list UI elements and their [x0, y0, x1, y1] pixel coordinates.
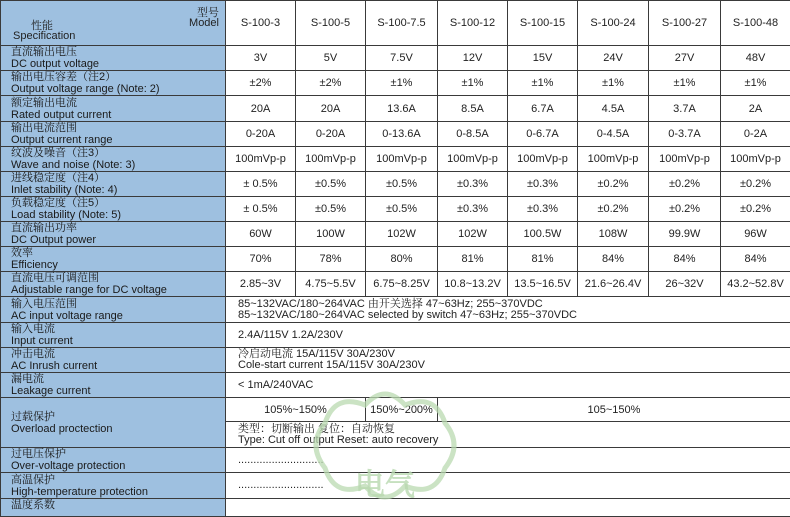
- spec-value-cell: 10.8~13.2V: [438, 272, 508, 297]
- spec-value-cell: 0-2A: [721, 122, 790, 147]
- spec-label-zh: 性能: [31, 17, 53, 33]
- spec-value-cell: 100mVp-p: [649, 147, 721, 172]
- spec-value-cell: 24V: [578, 46, 649, 71]
- spec-value-cell: ±0.3%: [438, 197, 508, 222]
- spec-value-cell: 4.5A: [578, 96, 649, 122]
- header-row: [1, 1, 790, 46]
- overvoltage-value: ............................: [226, 448, 790, 473]
- spec-value-cell: 100mVp-p: [508, 147, 578, 172]
- leakage-value: < 1mA/240VAC: [226, 373, 790, 398]
- spec-value-cell: 2A: [721, 96, 790, 122]
- spec-value-cell: ±0.2%: [578, 197, 649, 222]
- inrush-row: [1, 348, 790, 373]
- spec-value-cell: 84%: [721, 247, 790, 272]
- spec-value-cell: 60W: [226, 222, 296, 247]
- spec-row: [1, 272, 790, 297]
- spec-value-cell: ±1%: [508, 71, 578, 96]
- spec-value-cell: ±0.2%: [578, 172, 649, 197]
- spec-label-en: Specification: [13, 30, 75, 42]
- row-label: 过载保护 Overload proctection: [1, 398, 226, 448]
- spec-value-cell: 4.75~5.5V: [296, 272, 366, 297]
- ac-input-value: 85~132VAC/180~264VAC 由开关选择 47~63Hz; 255~370VDC 85~132VAC/180~264VAC selected by switch 47~63Hz; 255~370VDC: [226, 297, 790, 323]
- model-header: S-100-7.5: [366, 1, 438, 46]
- spec-value-cell: 13.5~16.5V: [508, 272, 578, 297]
- spec-value-cell: 0-20A: [296, 122, 366, 147]
- spec-value-cell: 0-20A: [226, 122, 296, 147]
- spec-value-cell: 3V: [226, 46, 296, 71]
- spec-value-cell: 0-3.7A: [649, 122, 721, 147]
- spec-row: [1, 122, 790, 147]
- spec-value-cell: 43.2~52.8V: [721, 272, 790, 297]
- spec-value-cell: 80%: [366, 247, 438, 272]
- row-label: 额定输出电流 Rated output current: [1, 96, 226, 122]
- input-current-value: 2.4A/115V 1.2A/230V: [226, 323, 790, 348]
- row-label: 直流输出电压 DC output voltage: [1, 46, 226, 71]
- spec-value-cell: 8.5A: [438, 96, 508, 122]
- row-label: 高温保护 High-temperature protection: [1, 473, 226, 499]
- spec-value-cell: ±1%: [721, 71, 790, 96]
- spec-value-cell: 84%: [578, 247, 649, 272]
- spec-row: [1, 147, 790, 172]
- overload-type: 类型：切断输出 复位：自动恢复 Type: Cut off output Reset: auto recovery: [226, 422, 790, 448]
- row-label: 纹波及噪音（注3） Wave and noise (Note: 3): [1, 147, 226, 172]
- spec-value-cell: ±1%: [438, 71, 508, 96]
- model-header: S-100-5: [296, 1, 366, 46]
- overvoltage-row: [1, 448, 790, 473]
- inrush-value: 冷启动电流 15A/115V 30A/230V Cole-start current 15A/115V 30A/230V: [226, 348, 790, 373]
- row-label: 输出电压容差（注2） Output voltage range (Note: 2): [1, 71, 226, 96]
- spec-row: [1, 172, 790, 197]
- row-label: 输出电流范围 Output current range: [1, 122, 226, 147]
- model-header: S-100-27: [649, 1, 721, 46]
- spec-value-cell: 100mVp-p: [296, 147, 366, 172]
- spec-value-cell: 102W: [366, 222, 438, 247]
- overload-value-1: 105%~150%: [226, 398, 366, 422]
- spec-value-cell: 0-13.6A: [366, 122, 438, 147]
- spec-value-cell: ±1%: [649, 71, 721, 96]
- spec-value-cell: 100mVp-p: [366, 147, 438, 172]
- spec-value-cell: 2.85~3V: [226, 272, 296, 297]
- row-label: 漏电流 Leakage current: [1, 373, 226, 398]
- spec-value-cell: ±2%: [226, 71, 296, 96]
- spec-value-cell: ±0.3%: [508, 197, 578, 222]
- spec-value-cell: 70%: [226, 247, 296, 272]
- spec-value-cell: 15V: [508, 46, 578, 71]
- spec-row: [1, 96, 790, 122]
- input-current-row: [1, 323, 790, 348]
- spec-value-cell: 7.5V: [366, 46, 438, 71]
- spec-row: [1, 247, 790, 272]
- spec-value-cell: 108W: [578, 222, 649, 247]
- model-label-en: Model: [189, 17, 219, 29]
- value-rows: [1, 46, 790, 297]
- model-header: S-100-48: [721, 1, 790, 46]
- spec-value-cell: ±1%: [578, 71, 649, 96]
- spec-value-cell: 21.6~26.4V: [578, 272, 649, 297]
- spec-value-cell: 81%: [438, 247, 508, 272]
- spec-value-cell: ±0.2%: [649, 172, 721, 197]
- overload-row: [1, 398, 790, 422]
- ac-input-row: [1, 297, 790, 323]
- spec-value-cell: ±0.5%: [296, 172, 366, 197]
- spec-value-cell: 27V: [649, 46, 721, 71]
- row-label: 直流输出功率 DC Output power: [1, 222, 226, 247]
- spec-row: [1, 197, 790, 222]
- spec-value-cell: 78%: [296, 247, 366, 272]
- spec-value-cell: 3.7A: [649, 96, 721, 122]
- spec-row: [1, 71, 790, 96]
- spec-value-cell: ± 0.5%: [226, 197, 296, 222]
- spec-value-cell: 0-8.5A: [438, 122, 508, 147]
- spec-value-cell: 99.9W: [649, 222, 721, 247]
- spec-value-cell: 100mVp-p: [226, 147, 296, 172]
- spec-value-cell: 100W: [296, 222, 366, 247]
- spec-value-cell: ±0.3%: [508, 172, 578, 197]
- hightemp-row: [1, 473, 790, 499]
- spec-value-cell: 84%: [649, 247, 721, 272]
- model-header: S-100-12: [438, 1, 508, 46]
- spec-value-cell: ± 0.5%: [226, 172, 296, 197]
- row-label: 温度系数: [1, 499, 226, 517]
- row-label: 过电压保护 Over-voltage protection: [1, 448, 226, 473]
- spec-row: [1, 222, 790, 247]
- spec-value-cell: ±0.5%: [296, 197, 366, 222]
- spec-value-cell: 102W: [438, 222, 508, 247]
- spec-value-cell: ±1%: [366, 71, 438, 96]
- watermark-text: 电气: [355, 468, 415, 503]
- model-header: S-100-3: [226, 1, 296, 46]
- model-header: S-100-15: [508, 1, 578, 46]
- row-label: 输入电压范围 AC input voltage range: [1, 297, 226, 323]
- row-label: 进线稳定度（注4） Inlet stability (Note: 4): [1, 172, 226, 197]
- spec-value-cell: 100.5W: [508, 222, 578, 247]
- leakage-row: [1, 373, 790, 398]
- model-label-zh: 型号: [197, 4, 219, 20]
- spec-value-cell: 0-4.5A: [578, 122, 649, 147]
- spec-value-cell: 48V: [721, 46, 790, 71]
- row-label: 冲击电流 AC Inrush current: [1, 348, 226, 373]
- model-header: S-100-24: [578, 1, 649, 46]
- row-label: 输入电流 Input current: [1, 323, 226, 348]
- spec-value-cell: 6.75~8.25V: [366, 272, 438, 297]
- spec-value-cell: 20A: [296, 96, 366, 122]
- spec-value-cell: 100mVp-p: [721, 147, 790, 172]
- overload-value-2: 150%~200%: [366, 398, 438, 422]
- spec-value-cell: ±0.3%: [438, 172, 508, 197]
- spec-value-cell: ±0.5%: [366, 172, 438, 197]
- spec-value-cell: 0-6.7A: [508, 122, 578, 147]
- spec-value-cell: 13.6A: [366, 96, 438, 122]
- row-label: 效率 Efficiency: [1, 247, 226, 272]
- row-label: 负载稳定度（注5） Load stability (Note: 5): [1, 197, 226, 222]
- spec-value-cell: 12V: [438, 46, 508, 71]
- spec-value-cell: 5V: [296, 46, 366, 71]
- spec-value-cell: 6.7A: [508, 96, 578, 122]
- spec-value-cell: 20A: [226, 96, 296, 122]
- row-label: 直流电压可调范围 Adjustable range for DC voltage: [1, 272, 226, 297]
- spec-value-cell: ±0.2%: [721, 197, 790, 222]
- spec-value-cell: 100mVp-p: [438, 147, 508, 172]
- spec-value-cell: ±0.2%: [649, 197, 721, 222]
- spec-row: [1, 46, 790, 71]
- spec-value-cell: 26~32V: [649, 272, 721, 297]
- header-corner: [1, 1, 226, 46]
- spec-value-cell: ±0.2%: [721, 172, 790, 197]
- spec-value-cell: 100mVp-p: [578, 147, 649, 172]
- spec-value-cell: ±2%: [296, 71, 366, 96]
- spec-value-cell: 96W: [721, 222, 790, 247]
- spec-value-cell: 81%: [508, 247, 578, 272]
- overload-value-3: 105~150%: [438, 398, 790, 422]
- hightemp-value: ............................: [226, 473, 790, 499]
- spec-value-cell: ±0.5%: [366, 197, 438, 222]
